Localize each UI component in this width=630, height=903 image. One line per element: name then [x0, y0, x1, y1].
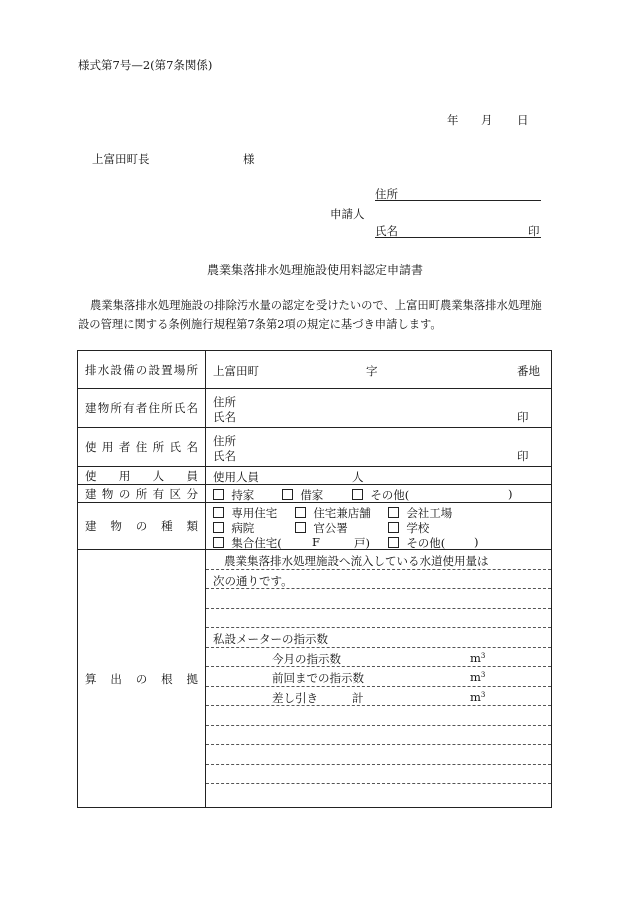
type-shop-residence-label: 住宅兼店舗 — [313, 506, 371, 520]
applicant-label: 申請人 — [330, 207, 365, 221]
type-other-label: その他( — [406, 536, 446, 550]
row-user — [78, 428, 552, 467]
installation-aza: 字 — [366, 364, 378, 378]
type-residence-label: 専用住宅 — [231, 506, 278, 520]
applicant-name-label: 氏名 — [375, 224, 398, 238]
meter-title: 私設メーターの指示数 — [213, 632, 328, 646]
meter-total-label: 計 — [352, 690, 364, 705]
basis-line-11[interactable] — [206, 745, 551, 765]
installation-banchi: 番地 — [517, 364, 540, 378]
ownership-owned-label: 持家 — [231, 488, 255, 502]
type-residence-checkbox[interactable] — [213, 507, 224, 518]
basis-text-2: 次の通りです。 — [213, 573, 293, 588]
basis-text-1: 農業集落排水処理施設へ流入している水道使用量は — [224, 554, 489, 568]
basis-line-6[interactable] — [206, 648, 551, 668]
type-other-close: ) — [474, 535, 479, 549]
type-apartment-checkbox[interactable] — [213, 537, 224, 548]
type-school-label: 学校 — [406, 521, 430, 535]
ownership-label: 建 物 の 所 有 区 分 — [85, 486, 198, 501]
ownership-cell — [206, 485, 552, 503]
owner-cell[interactable] — [206, 389, 552, 428]
meter-this-month-unit: $m^3$ — [470, 650, 486, 665]
basis-line-1 — [206, 550, 551, 570]
basis-line-10[interactable] — [206, 726, 551, 746]
basis-line-2 — [206, 570, 551, 590]
row-occupants — [78, 467, 552, 485]
owner-name-label: 氏名 — [213, 410, 236, 424]
applicant-address-line[interactable] — [375, 200, 541, 201]
meter-this-month-label: 今月の指示数 — [272, 651, 341, 666]
user-address-label: 住所 — [213, 434, 236, 448]
basis-line-4[interactable] — [206, 609, 551, 629]
building-type-label: 建 物 の 種 類 — [85, 519, 198, 533]
occupants-unit: 人 — [352, 470, 364, 484]
body-text-line1: 農業集落排水処理施設の排除汚水量の認定を受けたいので、上富田町農業集落排水処理施 — [90, 299, 542, 312]
type-apartment-label: 集合住宅( — [231, 536, 282, 550]
row-ownership — [78, 485, 552, 503]
user-label: 使 用 者 住 所 氏 名 — [85, 440, 198, 454]
basis-line-9[interactable] — [206, 706, 551, 726]
meter-previous-label: 前回までの指示数 — [272, 671, 364, 685]
building-type-cell — [206, 503, 552, 550]
body-text-line2: 設の管理に関する条例施行規程第7条第2項の規定に基づき申請します。 — [78, 318, 442, 331]
installation-site-cell[interactable] — [206, 351, 552, 389]
row-building-type — [78, 503, 552, 550]
row-calculation-basis — [78, 550, 552, 808]
ownership-other-checkbox[interactable] — [352, 489, 363, 500]
owner-seal: 印 — [517, 410, 529, 424]
ownership-rented-label: 借家 — [300, 488, 324, 502]
basis-line-3[interactable] — [206, 589, 551, 609]
user-cell[interactable] — [206, 428, 552, 467]
applicant-address-label: 住所 — [375, 187, 398, 201]
occupants-cell[interactable] — [206, 467, 552, 485]
recipient: 上富田町長 — [92, 152, 150, 166]
type-other-checkbox[interactable] — [388, 537, 399, 548]
meter-total-unit: $m^3$ — [470, 689, 486, 704]
meter-previous-unit: $m^3$ — [470, 670, 486, 684]
calculation-basis-cell[interactable] — [206, 550, 552, 808]
ownership-other-close: ) — [508, 487, 513, 501]
application-table — [77, 350, 552, 808]
row-owner — [78, 389, 552, 428]
basis-line-7[interactable] — [206, 667, 551, 687]
occupants-label: 使 用 人 員 — [85, 468, 198, 483]
basis-line-5 — [206, 628, 551, 648]
date-year-label: 年 — [447, 113, 459, 127]
type-apartment-floor-unit: F — [312, 535, 320, 549]
owner-label: 建 物 所 有 者 住 所 氏 名 — [85, 401, 198, 415]
type-shop-residence-checkbox[interactable] — [295, 507, 306, 518]
calculation-basis-label: 算 出 の 根 拠 — [85, 671, 198, 686]
ownership-other-label: その他( — [370, 488, 410, 502]
user-name-label: 氏名 — [213, 449, 236, 463]
type-public-office-checkbox[interactable] — [295, 522, 306, 533]
installation-town: 上富田町 — [213, 364, 259, 378]
ownership-owned-checkbox[interactable] — [213, 489, 224, 500]
ownership-rented-checkbox[interactable] — [282, 489, 293, 500]
occupants-field-label: 使用人員 — [213, 470, 259, 484]
type-hospital-label: 病院 — [231, 521, 255, 535]
applicant-seal: 印 — [528, 224, 540, 238]
user-seal: 印 — [517, 449, 529, 463]
installation-site-label: 排 水 設 備 の 設 置 場 所 — [85, 362, 198, 377]
type-hospital-checkbox[interactable] — [213, 522, 224, 533]
applicant-name-line[interactable] — [375, 237, 541, 238]
form-number: 様式第7号—2(第7条関係) — [78, 58, 213, 72]
type-factory-label: 会社工場 — [406, 506, 453, 520]
document-title: 農業集落排水処理施設使用料認定申請書 — [207, 263, 424, 277]
basis-line-12[interactable] — [206, 765, 551, 785]
type-school-checkbox[interactable] — [388, 522, 399, 533]
owner-address-label: 住所 — [213, 395, 236, 409]
basis-line-13[interactable] — [206, 784, 551, 803]
date-month-label: 月 — [481, 113, 493, 127]
row-installation-site — [78, 351, 552, 389]
type-apartment-house-unit: 戸) — [354, 536, 370, 550]
honorific: 様 — [243, 152, 255, 166]
basis-line-8[interactable] — [206, 687, 551, 707]
meter-difference-label: 差し引き — [272, 690, 318, 705]
type-public-office-label: 官公署 — [313, 521, 348, 535]
type-factory-checkbox[interactable] — [388, 507, 399, 518]
date-day-label: 日 — [517, 113, 529, 127]
